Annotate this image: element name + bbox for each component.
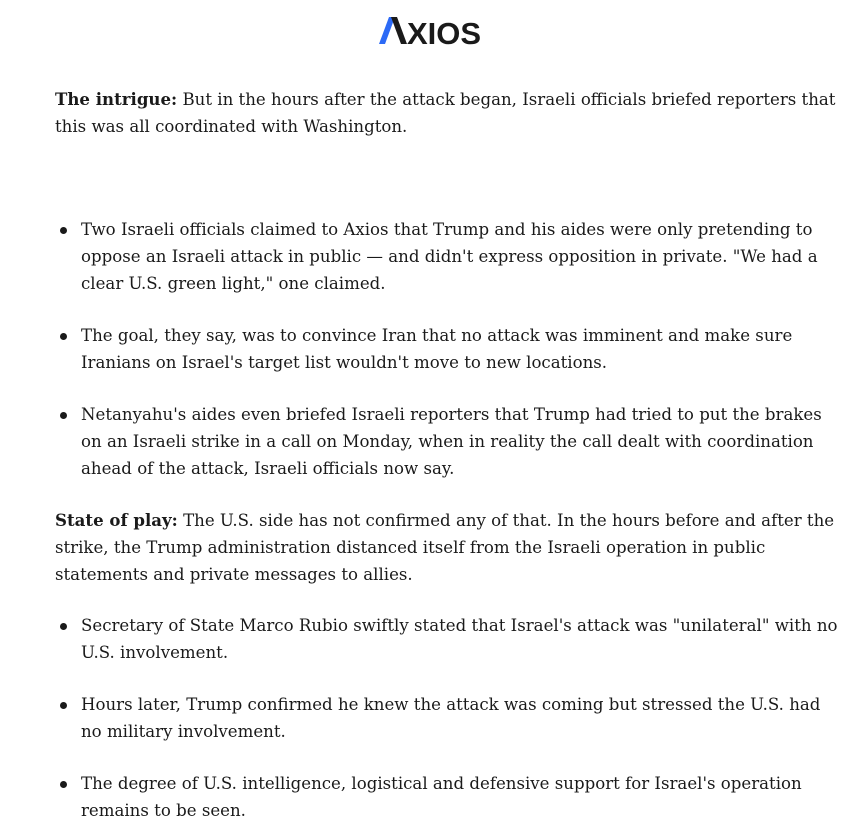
bullet-icon (60, 781, 67, 788)
intrigue-label: The intrigue: (55, 89, 178, 109)
bullet-list-claims (55, 216, 845, 482)
axios-logo-text: XIOS (407, 16, 482, 48)
list-item (55, 401, 845, 482)
state-of-play-label: State of play: (55, 510, 178, 530)
bullet-list-us-response (55, 612, 845, 824)
bullet-icon (60, 333, 67, 340)
list-item (55, 691, 845, 745)
article-body (55, 86, 845, 824)
axios-logo[interactable] (0, 14, 868, 50)
axios-logo-mark (379, 14, 489, 48)
state-of-play-paragraph (55, 507, 845, 588)
list-item (55, 216, 845, 297)
list-item-text: The degree of U.S. intelligence, logistical and defensive support for Israel's operation remains to be seen. (81, 774, 802, 820)
list-item (55, 770, 845, 824)
list-item (55, 322, 845, 376)
intrigue-text: But in the hours after the attack began, Israeli officials briefed reporters that this was all coordinated with Washington. (55, 90, 836, 136)
list-item-text: Secretary of State Marco Rubio swiftly stated that Israel's attack was "unilateral" with no U.S. involvement. (81, 616, 838, 662)
bullet-icon (60, 412, 67, 419)
list-item-text: Netanyahu's aides even briefed Israeli reporters that Trump had tried to put the brakes on an Israeli strike in a call on Monday, when in reality the call dealt with coordination ahead of the attack, Israeli officials now say. (81, 405, 822, 478)
list-item-text: Two Israeli officials claimed to Axios that Trump and his aides were only pretending to oppose an Israeli attack in public — and didn't express opposition in private. "We had a clear U.S. green light," one claimed. (81, 220, 818, 293)
list-item (55, 612, 845, 666)
bullet-icon (60, 623, 67, 630)
bullet-icon (60, 227, 67, 234)
bullet-icon (60, 702, 67, 709)
list-item-text: Hours later, Trump confirmed he knew the attack was coming but stressed the U.S. had no military involvement. (81, 695, 821, 741)
state-of-play-text: The U.S. side has not confirmed any of that. In the hours before and after the strike, the Trump administration distanced itself from the Israeli operation in public statements and private messages to allies. (55, 511, 835, 584)
list-item-text: The goal, they say, was to convince Iran that no attack was imminent and make sure Iranians on Israel's target list wouldn't move to new locations. (81, 326, 793, 372)
intrigue-paragraph (55, 86, 845, 140)
